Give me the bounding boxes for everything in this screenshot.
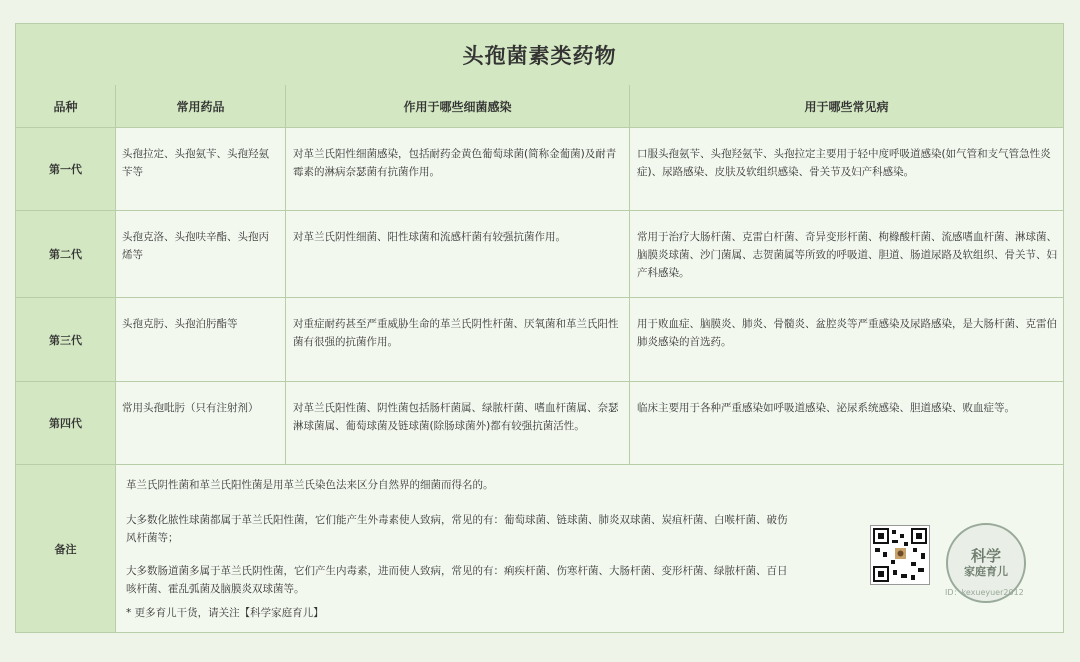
table-row-bacteria-1: 对革兰氏阳性细菌感染，包括耐药金黄色葡萄球菌(简称金葡菌)及耐青霉素的淋病奈瑟菌有抗菌作用。 (286, 128, 630, 211)
table-row-drugs-3: 头孢克肟、头孢泊肟酯等 (116, 298, 286, 382)
brand-logo-line2: 家庭育儿 (964, 564, 1008, 578)
brand-id: ID：kexueyuer2012 (945, 588, 1024, 597)
table-row-diseases-4: 临床主要用于各种严重感染如呼吸道感染、泌尿系统感染、胆道感染、败血症等。 (630, 382, 1063, 465)
table-row-diseases-1: 口服头孢氨苄、头孢羟氨苄、头孢拉定主要用于轻中度呼吸道感染(如气管和支气管急性炎症)、尿路感染、皮肤及软组织感染、骨关节及妇产科感染。 (630, 128, 1063, 211)
table-row-diseases-2: 常用于治疗大肠杆菌、克雷白杆菌、奇异变形杆菌、枸橼酸杆菌、流感嗜血杆菌、淋球菌、脑膜炎球菌、沙门菌属、志贺菌属等所致的呼吸道、胆道、肠道尿路及软组织、骨关节、妇产科感染。 (630, 211, 1063, 298)
header-bacteria: 作用于哪些细菌感染 (286, 85, 630, 128)
table-row-diseases-3: 用于败血症、脑膜炎、肺炎、骨髓炎、盆腔炎等严重感染及尿路感染，是大肠杆菌、克雷伯肺炎感染的首选药。 (630, 298, 1063, 382)
note-gram-positive-line1: 大多数化脓性球菌都属于革兰氏阳性菌，它们能产生外毒素使人致病，常见的有：葡萄球菌、链球菌、肺炎双球菌、炭疽杆菌、白喉杆菌、破伤 (126, 514, 788, 526)
header-diseases: 用于哪些常见病 (630, 85, 1063, 128)
note-gram-negative-line1: 大多数肠道菌多属于革兰氏阴性菌，它们产生内毒素，进而使人致病，常见的有：痢疾杆菌、伤寒杆菌、大肠杆菌、变形杆菌、绿脓杆菌、百日 (126, 565, 788, 577)
page-title: 头孢菌素类药物 (16, 24, 1063, 86)
note-gram-negative-line2: 咳杆菌、霍乱弧菌及脑膜炎双球菌等。 (126, 583, 305, 595)
table-row-drugs-1: 头孢拉定、头孢氨苄、头孢羟氨苄等 (116, 128, 286, 211)
brand-logo-line1: 科学 (970, 546, 1001, 565)
notes-label: 备注 (16, 465, 116, 632)
header-variety: 品种 (16, 85, 116, 128)
note-gram-positive-line2: 风杆菌等； (126, 532, 179, 544)
table-row-drugs-4: 常用头孢吡肟（只有注射剂） (116, 382, 286, 465)
table-row-gen-4: 第四代 (16, 382, 116, 465)
table-row-gen-3: 第三代 (16, 298, 116, 382)
note-follow: * 更多育儿干货，请关注【科学家庭育儿】 (126, 607, 324, 619)
table-row-bacteria-3: 对重症耐药甚至严重威胁生命的革兰氏阴性杆菌、厌氧菌和革兰氏阳性菌有很强的抗菌作用。 (286, 298, 630, 382)
table-row-gen-1: 第一代 (16, 128, 116, 211)
table-row-bacteria-2: 对革兰氏阴性细菌、阳性球菌和流感杆菌有较强抗菌作用。 (286, 211, 630, 298)
note-gram-definition: 革兰氏阴性菌和革兰氏阳性菌是用革兰氏染色法来区分自然界的细菌而得名的。 (126, 479, 494, 491)
qr-code (870, 525, 930, 585)
table-row-bacteria-4: 对革兰氏阳性菌、阴性菌包括肠杆菌属、绿脓杆菌、嗜血杆菌属、奈瑟淋球菌属、葡萄球菌及链球菌(除肠球菌外)都有较强抗菌活性。 (286, 382, 630, 465)
table-row-gen-2: 第二代 (16, 211, 116, 298)
table-row-drugs-2: 头孢克洛、头孢呋辛酯、头孢丙烯等 (116, 211, 286, 298)
header-drugs: 常用药品 (116, 85, 286, 128)
